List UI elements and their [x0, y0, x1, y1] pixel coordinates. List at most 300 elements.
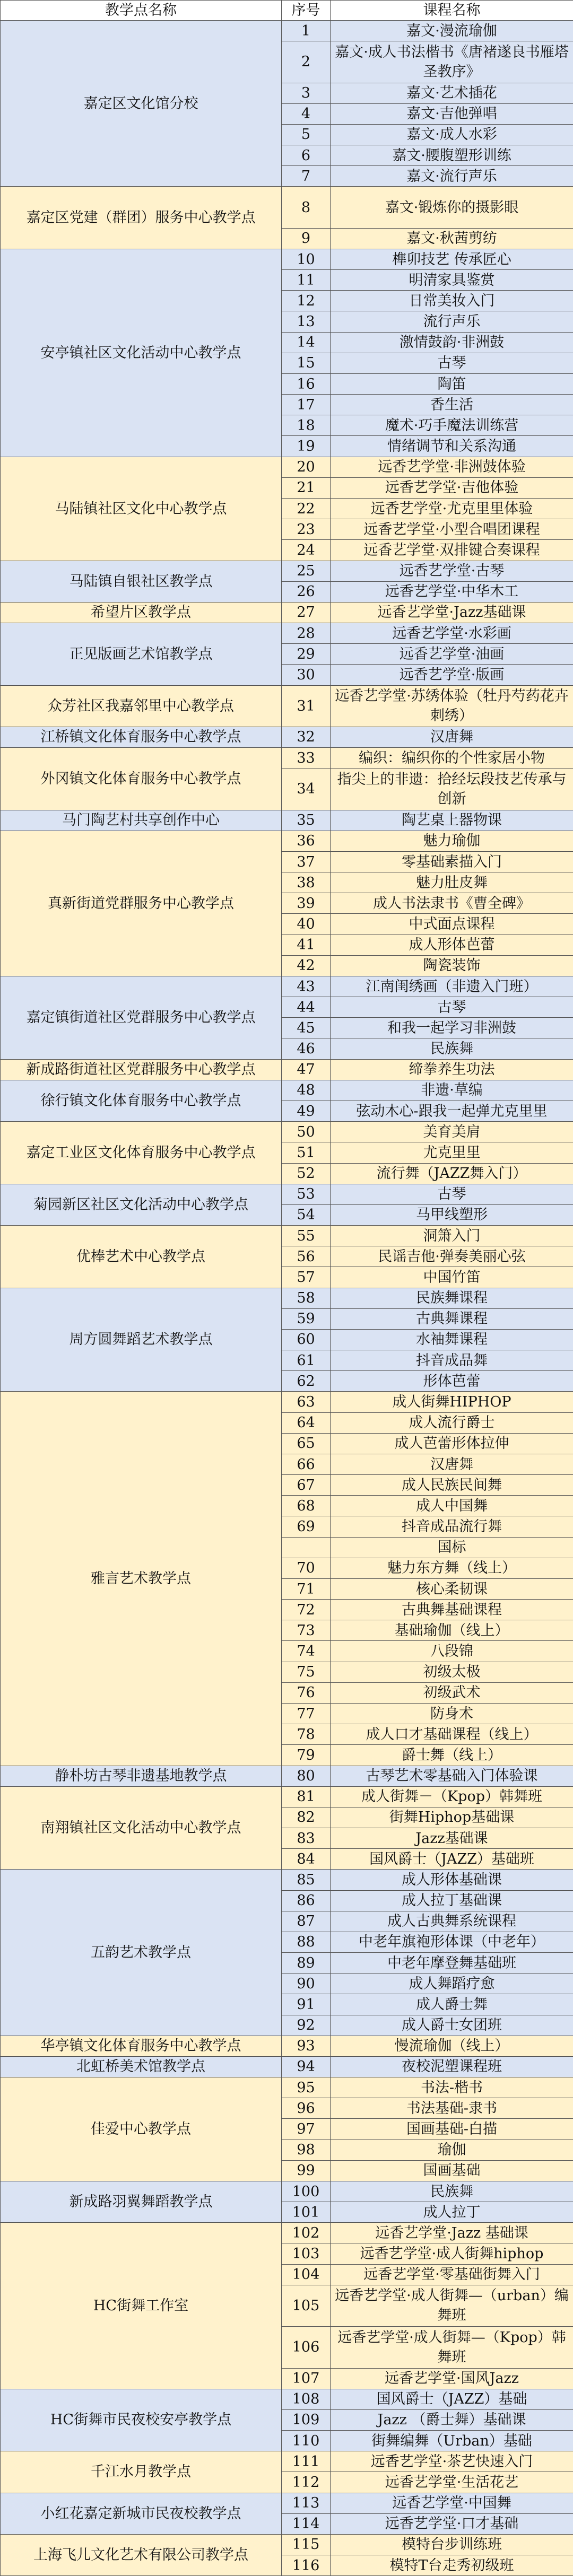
row-number-cell: 47: [282, 1059, 331, 1080]
table-row: [1, 623, 573, 644]
course-name-cell: 成人舞蹈疗愈: [331, 1974, 573, 1994]
table-row: [1, 2451, 573, 2472]
course-name-cell: 古琴: [331, 353, 573, 373]
course-name-cell: 成人爵士舞: [331, 1994, 573, 2015]
table-row: [1, 748, 573, 769]
row-number-cell: 69: [282, 1516, 331, 1537]
row-number-cell: 61: [282, 1350, 331, 1371]
row-number-cell: 86: [282, 1890, 331, 1911]
row-number-cell: 8: [282, 187, 331, 228]
course-name-cell: 远香艺学堂·双排键合奏课程: [331, 540, 573, 561]
row-number-cell: 60: [282, 1329, 331, 1350]
row-number-cell: 59: [282, 1308, 331, 1329]
course-name-cell: 远香艺学堂·零基础街舞入门: [331, 2264, 573, 2285]
row-number-cell: 48: [282, 1080, 331, 1101]
course-name-cell: 远香艺学堂·茶艺快速入门: [331, 2451, 573, 2472]
site-name-cell: 希望片区教学点: [1, 602, 282, 623]
row-number-cell: 78: [282, 1724, 331, 1745]
course-name-cell: 远香艺学堂·口才基础: [331, 2513, 573, 2534]
course-name-cell: 成人口才基础课程（线上）: [331, 1724, 573, 1745]
table-row: [1, 561, 573, 581]
course-name-cell: 远香艺学堂·中华木工: [331, 581, 573, 602]
row-number-cell: 22: [282, 498, 331, 519]
row-number-cell: 116: [282, 2555, 331, 2576]
row-number-cell: 79: [282, 1745, 331, 1766]
row-number-cell: 55: [282, 1226, 331, 1246]
site-name-cell: HC街舞市民夜校安亭教学点: [1, 2389, 282, 2451]
row-number-cell: 24: [282, 540, 331, 561]
row-number-cell: 43: [282, 976, 331, 997]
course-name-cell: 流行舞（JAZZ舞入门）: [331, 1163, 573, 1184]
course-name-cell: 远香艺学堂·非洲鼓体验: [331, 457, 573, 477]
row-number-cell: 66: [282, 1454, 331, 1474]
table-row: [1, 457, 573, 477]
course-name-cell: 民谣吉他·弹奏美丽心弦: [331, 1246, 573, 1267]
course-name-cell: 陶笛: [331, 373, 573, 394]
row-number-cell: 67: [282, 1475, 331, 1496]
course-name-cell: 民族舞: [331, 2181, 573, 2202]
row-number-cell: 104: [282, 2264, 331, 2285]
row-number-cell: 99: [282, 2160, 331, 2181]
row-number-cell: 30: [282, 665, 331, 685]
row-number-cell: 57: [282, 1267, 331, 1288]
course-name-cell: 成人拉丁: [331, 2202, 573, 2223]
row-number-cell: 88: [282, 1932, 331, 1952]
row-number-cell: 9: [282, 228, 331, 249]
site-name-cell: 马陆镇自银社区教学点: [1, 561, 282, 602]
table-row: [1, 2056, 573, 2077]
row-number-cell: 75: [282, 1662, 331, 1682]
course-name-cell: 激情鼓韵·非洲鼓: [331, 332, 573, 353]
course-name-cell: 远香艺学堂·成人街舞—（Kpop）韩舞班: [331, 2327, 573, 2368]
course-name-cell: 远香艺学堂·吉他体验: [331, 477, 573, 498]
course-name-cell: 香生活: [331, 395, 573, 415]
header-row: [1, 1, 573, 21]
site-name-cell: 正见版画艺术馆教学点: [1, 623, 282, 686]
course-name-cell: Jazz基础课: [331, 1828, 573, 1849]
row-number-cell: 109: [282, 2409, 331, 2430]
course-name-cell: 中老年摩登舞基础班: [331, 1953, 573, 1974]
course-name-cell: 中式面点课程: [331, 914, 573, 935]
row-number-cell: 41: [282, 935, 331, 955]
course-name-cell: 中老年旗袍形体课（中老年）: [331, 1932, 573, 1952]
row-number-cell: 23: [282, 519, 331, 540]
row-number-cell: 64: [282, 1412, 331, 1433]
row-number-cell: 18: [282, 415, 331, 436]
row-number-cell: 74: [282, 1641, 331, 1662]
course-name-cell: 古琴艺术零基础入门体验课: [331, 1766, 573, 1786]
table-row: [1, 1226, 573, 1246]
course-name-cell: 远香艺学堂·Jazz基础课: [331, 602, 573, 623]
course-name-cell: 编织：编织你的个性家居小物: [331, 748, 573, 769]
course-name-cell: 嘉文·吉他弹唱: [331, 103, 573, 124]
course-name-cell: 榫卯技艺 传承匠心: [331, 249, 573, 269]
row-number-cell: 110: [282, 2431, 331, 2451]
row-number-cell: 44: [282, 997, 331, 1018]
row-number-cell: 49: [282, 1101, 331, 1122]
course-name-cell: 国标: [331, 1537, 573, 1558]
course-name-cell: 明清家具鉴赏: [331, 270, 573, 291]
row-number-cell: 37: [282, 851, 331, 872]
row-number-cell: 26: [282, 581, 331, 602]
row-number-cell: 50: [282, 1122, 331, 1142]
site-name-cell: 北虹桥美术馆教学点: [1, 2056, 282, 2077]
row-number-cell: 17: [282, 395, 331, 415]
course-name-cell: 远香艺学堂·Jazz 基础课: [331, 2223, 573, 2243]
course-name-cell: 远香艺学堂·水彩画: [331, 623, 573, 644]
course-name-cell: 远香艺学堂·苏绣体验（牡丹芍药花卉刺绣）: [331, 685, 573, 727]
course-name-cell: 嘉文·锻炼你的摄影眼: [331, 187, 573, 228]
row-number-cell: 95: [282, 2077, 331, 2098]
course-name-cell: 爵士舞（线上）: [331, 1745, 573, 1766]
header-number: 序号: [282, 1, 331, 21]
table-row: [1, 2389, 573, 2409]
row-number-cell: 39: [282, 893, 331, 914]
row-number-cell: 15: [282, 353, 331, 373]
site-name-cell: 菊园新区社区文化活动中心教学点: [1, 1184, 282, 1225]
row-number-cell: 14: [282, 332, 331, 353]
course-name-cell: 核心柔韧课: [331, 1578, 573, 1599]
site-name-cell: 南翔镇社区文化活动中心教学点: [1, 1786, 282, 1870]
row-number-cell: 63: [282, 1392, 331, 1412]
row-number-cell: [282, 1537, 331, 1558]
course-name-cell: 慢流瑜伽（线上）: [331, 2036, 573, 2056]
site-name-cell: 嘉定工业区文化体育服务中心教学点: [1, 1122, 282, 1184]
table-row: [1, 249, 573, 269]
course-name-cell: 魅力瑜伽: [331, 831, 573, 851]
site-name-cell: 静朴坊古琴非遗基地教学点: [1, 1766, 282, 1786]
site-name-cell: 嘉定区文化馆分校: [1, 21, 282, 187]
course-name-cell: 成人爵士女团班: [331, 2015, 573, 2036]
table-row: [1, 727, 573, 747]
course-name-cell: 模特台步训练班: [331, 2534, 573, 2555]
site-name-cell: 优棒艺术中心教学点: [1, 1226, 282, 1288]
course-name-cell: 书法基础-隶书: [331, 2098, 573, 2119]
row-number-cell: 76: [282, 1682, 331, 1703]
row-number-cell: 6: [282, 145, 331, 166]
header-site: 教学点名称: [1, 1, 282, 21]
site-name-cell: 华亭镇文化体育服务中心教学点: [1, 2036, 282, 2056]
course-name-cell: 街舞Hiphop基础课: [331, 1807, 573, 1828]
site-name-cell: 小红花嘉定新城市民夜校教学点: [1, 2493, 282, 2534]
table-row: [1, 1766, 573, 1786]
row-number-cell: 33: [282, 748, 331, 769]
course-name-cell: 情绪调节和关系沟通: [331, 436, 573, 457]
table-row: [1, 2077, 573, 2098]
course-name-cell: 街舞编舞（Urban）基础: [331, 2431, 573, 2451]
course-name-cell: 古琴: [331, 997, 573, 1018]
row-number-cell: 42: [282, 955, 331, 976]
row-number-cell: 89: [282, 1953, 331, 1974]
course-name-cell: 成人街舞－（Kpop）韩舞班: [331, 1786, 573, 1807]
table-row: [1, 1059, 573, 1080]
row-number-cell: 46: [282, 1038, 331, 1059]
course-name-cell: 远香艺学堂·油画: [331, 644, 573, 665]
row-number-cell: 100: [282, 2181, 331, 2202]
course-name-cell: 瑜伽: [331, 2140, 573, 2160]
row-number-cell: 1: [282, 21, 331, 41]
row-number-cell: 56: [282, 1246, 331, 1267]
course-name-cell: 马甲线塑形: [331, 1204, 573, 1225]
table-row: [1, 2493, 573, 2513]
course-name-cell: 国画基础: [331, 2160, 573, 2181]
row-number-cell: 13: [282, 311, 331, 332]
row-number-cell: 113: [282, 2493, 331, 2513]
table-row: [1, 1870, 573, 1890]
row-number-cell: 98: [282, 2140, 331, 2160]
course-name-cell: 远香艺学堂·中国舞: [331, 2493, 573, 2513]
table-row: [1, 1288, 573, 1308]
row-number-cell: 103: [282, 2243, 331, 2264]
site-name-cell: 徐行镇文化体育服务中心教学点: [1, 1080, 282, 1121]
course-name-cell: 初级武术: [331, 1682, 573, 1703]
course-name-cell: 陶艺桌上器物课: [331, 810, 573, 831]
site-name-cell: 新成路羽翼舞蹈教学点: [1, 2181, 282, 2222]
row-number-cell: 73: [282, 1620, 331, 1641]
course-name-cell: 中国竹笛: [331, 1267, 573, 1288]
course-name-cell: 古典舞课程: [331, 1308, 573, 1329]
course-name-cell: 洞箫入门: [331, 1226, 573, 1246]
course-name-cell: 远香艺学堂·尤克里里体验: [331, 498, 573, 519]
row-number-cell: 87: [282, 1911, 331, 1932]
course-name-cell: 形体芭蕾: [331, 1371, 573, 1392]
course-name-cell: 书法-楷书: [331, 2077, 573, 2098]
row-number-cell: 112: [282, 2472, 331, 2493]
table-row: [1, 1786, 573, 1807]
course-name-cell: 民族舞: [331, 1038, 573, 1059]
row-number-cell: 58: [282, 1288, 331, 1308]
row-number-cell: 97: [282, 2119, 331, 2140]
course-name-cell: Jazz （爵士舞）基础课: [331, 2409, 573, 2430]
site-name-cell: 上海飞儿文化艺术有限公司教学点: [1, 2534, 282, 2575]
row-number-cell: 4: [282, 103, 331, 124]
row-number-cell: 54: [282, 1204, 331, 1225]
row-number-cell: 32: [282, 727, 331, 747]
site-name-cell: 马陆镇社区文化中心教学点: [1, 457, 282, 561]
course-name-cell: 远香艺学堂·版画: [331, 665, 573, 685]
course-name-cell: 非遗·草编: [331, 1080, 573, 1101]
row-number-cell: 90: [282, 1974, 331, 1994]
row-number-cell: 5: [282, 124, 331, 145]
site-name-cell: 千江水月教学点: [1, 2451, 282, 2493]
row-number-cell: 114: [282, 2513, 331, 2534]
course-table-body: [1, 1, 573, 2576]
course-name-cell: 日常美妆入门: [331, 291, 573, 311]
row-number-cell: 65: [282, 1433, 331, 1454]
row-number-cell: 34: [282, 769, 331, 810]
course-name-cell: 八段锦: [331, 1641, 573, 1662]
course-name-cell: 成人芭蕾形体拉伸: [331, 1433, 573, 1454]
row-number-cell: 83: [282, 1828, 331, 1849]
site-name-cell: 嘉定区党建（群团）服务中心教学点: [1, 187, 282, 249]
course-name-cell: 嘉文·秋茜剪纺: [331, 228, 573, 249]
row-number-cell: 7: [282, 166, 331, 187]
course-name-cell: 古琴: [331, 1184, 573, 1204]
site-name-cell: 雅言艺术教学点: [1, 1392, 282, 1766]
course-name-cell: 魅力东方舞（线上）: [331, 1558, 573, 1578]
row-number-cell: 105: [282, 2285, 331, 2326]
site-name-cell: 安亭镇社区文化活动中心教学点: [1, 249, 282, 457]
course-name-cell: 嘉文·腰腹塑形训练: [331, 145, 573, 166]
table-row: [1, 1184, 573, 1204]
course-name-cell: 抖音成品流行舞: [331, 1516, 573, 1537]
course-name-cell: 远香艺学堂·生活花艺: [331, 2472, 573, 2493]
site-name-cell: 真新街道党群服务中心教学点: [1, 831, 282, 976]
row-number-cell: 29: [282, 644, 331, 665]
row-number-cell: 35: [282, 810, 331, 831]
row-number-cell: 38: [282, 872, 331, 893]
row-number-cell: 102: [282, 2223, 331, 2243]
course-name-cell: 远香艺学堂·古琴: [331, 561, 573, 581]
row-number-cell: 94: [282, 2056, 331, 2077]
course-name-cell: 抖音成品舞: [331, 1350, 573, 1371]
row-number-cell: 101: [282, 2202, 331, 2223]
row-number-cell: 108: [282, 2389, 331, 2409]
row-number-cell: 27: [282, 602, 331, 623]
course-name-cell: 成人流行爵士: [331, 1412, 573, 1433]
table-row: [1, 2036, 573, 2056]
row-number-cell: 107: [282, 2368, 331, 2389]
course-name-cell: 模特T台走秀初级班: [331, 2555, 573, 2576]
row-number-cell: 82: [282, 1807, 331, 1828]
row-number-cell: 21: [282, 477, 331, 498]
course-name-cell: 流行声乐: [331, 311, 573, 332]
row-number-cell: 10: [282, 249, 331, 269]
row-number-cell: 20: [282, 457, 331, 477]
course-name-cell: 成人拉丁基础课: [331, 1890, 573, 1911]
row-number-cell: 115: [282, 2534, 331, 2555]
table-row: [1, 187, 573, 228]
row-number-cell: 71: [282, 1578, 331, 1599]
course-name-cell: 和我一起学习非洲鼓: [331, 1018, 573, 1038]
course-name-cell: 魔术·巧手魔法训练营: [331, 415, 573, 436]
course-name-cell: 远香艺学堂·国风Jazz: [331, 2368, 573, 2389]
table-row: [1, 1122, 573, 1142]
site-name-cell: 马门陶艺村共享创作中心: [1, 810, 282, 831]
row-number-cell: 70: [282, 1558, 331, 1578]
course-name-cell: 缔拳养生功法: [331, 1059, 573, 1080]
course-name-cell: 嘉文·成人书法楷书《唐褚遂良书雁塔圣教序》: [331, 41, 573, 83]
row-number-cell: 106: [282, 2327, 331, 2368]
row-number-cell: 80: [282, 1766, 331, 1786]
course-name-cell: 汉唐舞: [331, 1454, 573, 1474]
row-number-cell: 85: [282, 1870, 331, 1890]
course-name-cell: 国画基础-白描: [331, 2119, 573, 2140]
site-name-cell: 佳爱中心教学点: [1, 2077, 282, 2181]
row-number-cell: 93: [282, 2036, 331, 2056]
course-name-cell: 远香艺学堂·小型合唱团课程: [331, 519, 573, 540]
course-name-cell: 成人形体基础课: [331, 1870, 573, 1890]
course-name-cell: 嘉文·成人水彩: [331, 124, 573, 145]
course-name-cell: 成人形体芭蕾: [331, 935, 573, 955]
row-number-cell: 40: [282, 914, 331, 935]
course-name-cell: 古典舞基础课程: [331, 1600, 573, 1620]
table-row: [1, 2181, 573, 2202]
course-name-cell: 陶瓷装饰: [331, 955, 573, 976]
table-row: [1, 2534, 573, 2555]
site-name-cell: 江桥镇文化体育服务中心教学点: [1, 727, 282, 747]
course-name-cell: 民族舞课程: [331, 1288, 573, 1308]
row-number-cell: 12: [282, 291, 331, 311]
course-name-cell: 汉唐舞: [331, 727, 573, 747]
table-row: [1, 21, 573, 41]
site-name-cell: 嘉定镇街道社区党群服务中心教学点: [1, 976, 282, 1059]
site-name-cell: 周方圆舞蹈艺术教学点: [1, 1288, 282, 1392]
table-row: [1, 831, 573, 851]
course-name-cell: 成人民族民间舞: [331, 1475, 573, 1496]
row-number-cell: 81: [282, 1786, 331, 1807]
course-name-cell: 初级太极: [331, 1662, 573, 1682]
row-number-cell: 51: [282, 1142, 331, 1163]
site-name-cell: 新成路街道社区党群服务中心教学点: [1, 1059, 282, 1080]
site-name-cell: 五韵艺术教学点: [1, 1870, 282, 2036]
row-number-cell: 11: [282, 270, 331, 291]
table-row: [1, 810, 573, 831]
row-number-cell: 91: [282, 1994, 331, 2015]
course-name-cell: 嘉文·艺术插花: [331, 83, 573, 103]
course-name-cell: 夜校泥塑课程班: [331, 2056, 573, 2077]
course-name-cell: 远香艺学堂·成人街舞—（urban）编舞班: [331, 2285, 573, 2326]
row-number-cell: 53: [282, 1184, 331, 1204]
row-number-cell: 16: [282, 373, 331, 394]
row-number-cell: 36: [282, 831, 331, 851]
row-number-cell: 96: [282, 2098, 331, 2119]
table-row: [1, 2223, 573, 2243]
course-name-cell: 成人街舞HIPHOP: [331, 1392, 573, 1412]
row-number-cell: 52: [282, 1163, 331, 1184]
course-name-cell: 指尖上的非遗：拾经坛段技艺传承与创新: [331, 769, 573, 810]
site-name-cell: HC街舞工作室: [1, 2223, 282, 2389]
row-number-cell: 92: [282, 2015, 331, 2036]
course-name-cell: 水袖舞课程: [331, 1329, 573, 1350]
site-name-cell: 外冈镇文化体育服务中心教学点: [1, 748, 282, 810]
table-row: [1, 1080, 573, 1101]
course-name-cell: 魅力肚皮舞: [331, 872, 573, 893]
course-name-cell: 尤克里里: [331, 1142, 573, 1163]
row-number-cell: 62: [282, 1371, 331, 1392]
row-number-cell: 31: [282, 685, 331, 727]
table-row: [1, 685, 573, 727]
row-number-cell: 28: [282, 623, 331, 644]
row-number-cell: 77: [282, 1703, 331, 1724]
row-number-cell: 111: [282, 2451, 331, 2472]
course-name-cell: 远香艺学堂·成人街舞hiphop: [331, 2243, 573, 2264]
course-name-cell: 嘉文·流行声乐: [331, 166, 573, 187]
row-number-cell: 2: [282, 41, 331, 83]
course-name-cell: 国风爵士（JAZZ）基础班: [331, 1849, 573, 1870]
row-number-cell: 68: [282, 1496, 331, 1516]
table-row: [1, 602, 573, 623]
table-row: [1, 976, 573, 997]
row-number-cell: 72: [282, 1600, 331, 1620]
row-number-cell: 3: [282, 83, 331, 103]
course-name-cell: 弦动木心-跟我一起弹尤克里里: [331, 1101, 573, 1122]
site-name-cell: 众芳社区我嘉邻里中心教学点: [1, 685, 282, 727]
row-number-cell: 45: [282, 1018, 331, 1038]
header-course: 课程名称: [331, 1, 573, 21]
course-name-cell: 美育美肩: [331, 1122, 573, 1142]
row-number-cell: 19: [282, 436, 331, 457]
course-name-cell: 成人古典舞系统课程: [331, 1911, 573, 1932]
course-name-cell: 江南闺绣画（非遗入门班）: [331, 976, 573, 997]
course-name-cell: 国风爵士（JAZZ）基础: [331, 2389, 573, 2409]
course-name-cell: 防身术: [331, 1703, 573, 1724]
row-number-cell: 84: [282, 1849, 331, 1870]
course-name-cell: 成人书法隶书《曹全碑》: [331, 893, 573, 914]
table-row: [1, 1392, 573, 1412]
course-name-cell: 基础瑜伽（线上）: [331, 1620, 573, 1641]
course-name-cell: 成人中国舞: [331, 1496, 573, 1516]
